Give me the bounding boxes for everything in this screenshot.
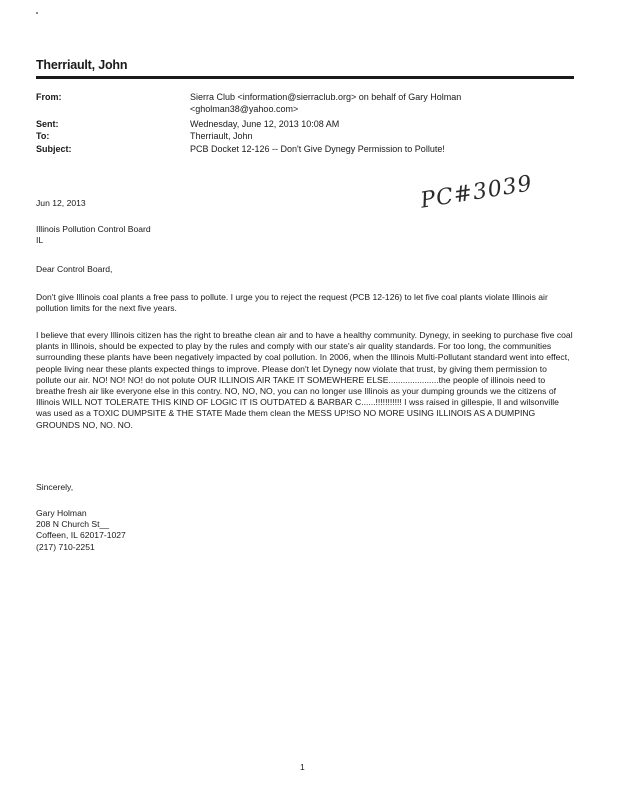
header-subject-label: Subject:	[36, 144, 72, 154]
docket-stamp: PC#3039	[418, 171, 535, 214]
paragraph-1: Don't give Illinois coal plants a free pass to pollute. I urge you to reject the request (PCB 12-126) to let five coal plants violate Illinois air pollution limits for the next five years.	[36, 292, 548, 314]
signature-street: 208 N Church St__	[36, 519, 110, 530]
signature-name: Gary Holman	[36, 508, 87, 518]
header-from-label: From:	[36, 92, 62, 102]
header-from-value: Sierra Club <information@sierraclub.org> on behalf of Gary Holman <gholman38@yahoo.com>	[190, 92, 462, 114]
paragraph-2: I believe that every Illinois citizen has the right to breathe clean air and to have a healthy community. Dynegy, in seeking to purchase five coal plants in Illinois, should be expected to play by the rules and comply with our state's air quality standards. For too long, the communities surrounding these plants have been negatively impacted by coal pollution. In 2006, when the Illinois Multi-Pollutant standard went into effect, people living near these plants expected things to improve. Please don't let Dynegy now violate that trust, by giving them permission to pollute our air. NO! NO! NO! do not polute OUR ILLINOIS AIR TAKE IT SOMEWHERE ELSE.....................the people of illinois need to breathe fresh air like everyone else in this contry. NO, NO, NO, you can no longer use Illinois as your dumping grounds we the citizens of Illinois WILL NOT TOLERATE THIS KIND OF LOGIC IT IS OUTDATED & BARBAR C......!!!!!!!!!!! I wss raised in gillespie, Il and wilsonville was used as a TOXIC DUMPSITE & THE STATE Made them clean the MESS UP!SO NO MORE USING ILLINOIS AS A DUMPING GROUNDS NO, NO. NO.	[36, 330, 573, 430]
sender-name: Therriault, John	[36, 58, 128, 72]
header-sent-value: Wednesday, June 12, 2013 10:08 AM	[190, 119, 340, 129]
signature-phone: (217) 710-2251	[36, 541, 95, 552]
header-to-label: To:	[36, 131, 50, 141]
recipient-state: IL	[36, 235, 44, 246]
header-divider	[36, 76, 574, 79]
signature-city: Coffeen, IL 62017-1027	[36, 530, 126, 541]
signature-block	[36, 508, 574, 553]
scan-speck	[36, 12, 38, 14]
header-sent-label: Sent:	[36, 119, 59, 129]
letter-date: Jun 12, 2013	[36, 198, 86, 208]
salutation: Dear Control Board,	[36, 264, 113, 274]
page-number: 1	[300, 762, 305, 772]
recipient-block	[36, 224, 574, 246]
header-subject-value: PCB Docket 12-126 -- Don't Give Dynegy Permission to Pollute!	[190, 144, 445, 154]
recipient-org: Illinois Pollution Control Board	[36, 224, 151, 234]
header-to-value: Therriault, John	[190, 131, 253, 141]
closing: Sincerely,	[36, 482, 74, 492]
header-from	[36, 91, 574, 115]
